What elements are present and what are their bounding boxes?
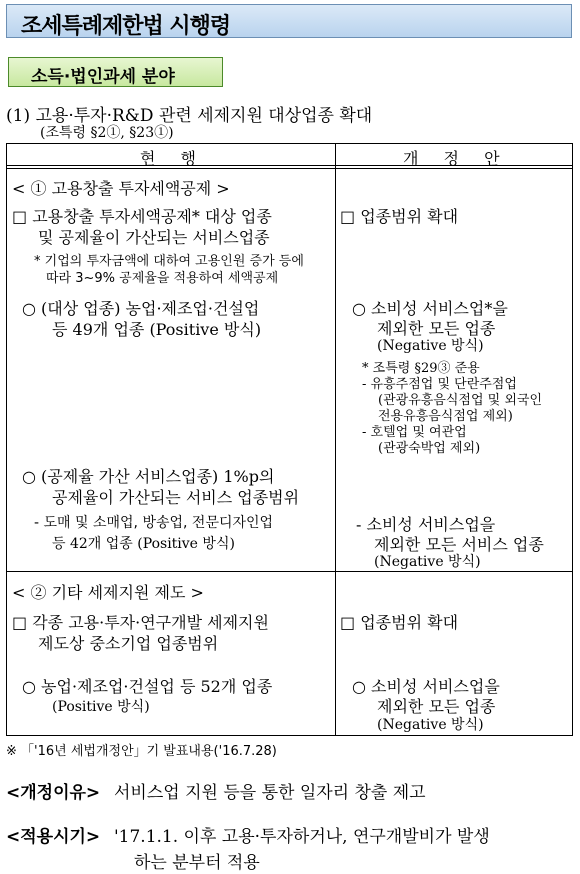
header-bar [6, 4, 572, 38]
right-b3-line1: ○ 소비성 서비스업을 [352, 677, 500, 696]
right-note-1: * 조특령 §29③ 준용 [362, 361, 480, 376]
timing-line2: 하는 분부터 적용 [134, 853, 260, 873]
right-note-5: - 호텔업 및 여관업 [362, 425, 467, 440]
right-d1-line1: - 소비성 서비스업을 [356, 515, 496, 534]
left-p1-line1: □ 고용창출 투자세액공제* 대상 업종 [12, 207, 272, 226]
part1-header: < ① 고용창출 투자세액공제 > [12, 179, 230, 198]
left-p1-line2: 및 공제율이 가산되는 서비스업종 [38, 228, 270, 247]
column-header-current: 현 행 [140, 149, 206, 168]
right-d1-line2: 제외한 모든 서비스 업종 [374, 535, 544, 554]
section-reference: (조특령 §2①, §23①) [40, 125, 174, 141]
left-b1-line2: 등 49개 업종 (Positive 방식) [52, 320, 262, 339]
table-column-divider [335, 143, 336, 736]
footnote: ※ 「'16년 세법개정안」기 발표내용('16.7.28) [6, 744, 277, 759]
subheader-title: 소득·법인과세 분야 [31, 67, 175, 87]
left-d1-line2: 등 42개 업종 (Positive 방식) [52, 536, 235, 552]
left-b2-line1: ○ (공제율 가산 서비스업종) 1%p의 [22, 467, 275, 486]
left-note-line2: 따라 3~9% 공제율을 적용하여 세액공제 [46, 271, 279, 286]
right-b1-line2: 제외한 모든 업종 [377, 319, 496, 338]
column-header-revised: 개 정 안 [403, 149, 510, 168]
left-d1-line1: - 도매 및 소매업, 방송업, 전문디자인업 [34, 515, 274, 531]
right-note-6: (관광숙박업 제외) [378, 441, 481, 456]
left-b3-line2: (Positive 방식) [52, 699, 150, 715]
reason-text: 서비스업 지원 등을 통한 일자리 창출 제고 [114, 783, 426, 803]
right-p1: □ 업종범위 확대 [340, 207, 459, 226]
right-note-4: 전용유흥음식점업 제외) [378, 409, 513, 424]
right-note-3: (관광유흥음식점업 및 외국인 [378, 393, 543, 408]
timing-line1: '17.1.1. 이후 고용·투자하거나, 연구개발비가 발생 [114, 827, 490, 847]
left-p2-line1: □ 각종 고용·투자·연구개발 세제지원 [12, 613, 269, 632]
left-note-line1: * 기업의 투자금액에 대하여 고용인원 증가 등에 [34, 254, 304, 269]
left-p2-line2: 제도상 중소기업 업종범위 [38, 634, 219, 653]
timing-label: <적용시기> [6, 827, 101, 847]
right-b1-line3: (Negative 방식) [377, 338, 484, 354]
left-b2-line2: 공제율이 가산되는 서비스 업종범위 [52, 488, 300, 507]
subheader-box [8, 57, 223, 87]
table-row-divider [6, 571, 573, 572]
right-note-2: - 유흥주점업 및 단란주점업 [362, 377, 517, 392]
section-title: (1) 고용·투자·R&D 관련 세제지원 대상업종 확대 [6, 106, 373, 126]
right-b1-line1: ○ 소비성 서비스업*을 [352, 299, 508, 318]
right-b3-line3: (Negative 방식) [377, 717, 484, 733]
left-b3-line1: ○ 농업·제조업·건설업 등 52개 업종 [22, 677, 273, 696]
part2-header: < ② 기타 세제지원 제도 > [12, 583, 204, 602]
right-b3-line2: 제외한 모든 업종 [377, 697, 496, 716]
page-title: 조세특례제한법 시행령 [21, 14, 231, 39]
left-b1-line1: ○ (대상 업종) 농업·제조업·건설업 [22, 299, 260, 318]
right-d1-line3: (Negative 방식) [374, 554, 481, 570]
reason-label: <개정이유> [6, 783, 101, 803]
right-p2: □ 업종범위 확대 [340, 613, 459, 632]
